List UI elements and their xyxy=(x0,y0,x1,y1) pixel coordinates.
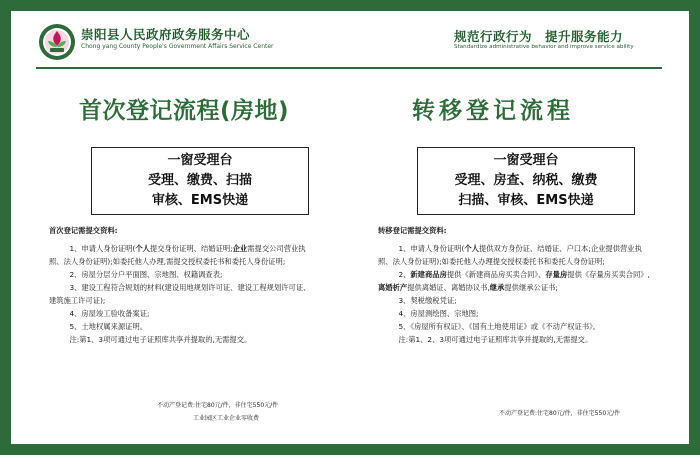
materials-item xyxy=(378,294,654,307)
first-registration-materials xyxy=(49,224,315,346)
materials-item xyxy=(49,333,315,346)
item-text: 3、建设工程符合规划的材料(建设用地规划许可证、建设工程规划许可证、建筑施工许可证); xyxy=(49,283,311,305)
org-name-cn: 崇阳县人民政府政务服务中心 xyxy=(81,27,251,42)
materials-item xyxy=(378,268,654,294)
item-text: 提供《存量房买卖合同》, xyxy=(567,270,650,279)
box-line: 受理、房查、纳税、缴费 xyxy=(454,173,598,188)
fee-exemption-note: 工业园区工业企业零收费 xyxy=(193,415,260,422)
slogan-en: Standardize administrative behavior and improve service ability xyxy=(454,44,634,50)
item-text: 提供双方身份证、结婚证、户口本;企业提供营业执照、法人身份证明);如委托他人办理提交授权委托书和委托人身份证明; xyxy=(378,244,642,266)
item-text: 提供《新建商品房买卖合同》、 xyxy=(446,270,546,279)
materials-item xyxy=(49,320,315,333)
slogan-cn: 规范行政行为 提升服务能力 xyxy=(454,29,624,44)
item-text: 1、申请人身份证明( xyxy=(69,244,136,253)
materials-item xyxy=(49,307,315,320)
fee-note: 不动产登记费:住宅80元/件，非住宅550元/件 xyxy=(157,402,279,409)
org-name-en: Chong yang County People's Government Affairs Service Center xyxy=(81,43,274,50)
fee-note: 不动产登记费:住宅80元/件，非住宅550元/件 xyxy=(499,410,621,417)
emphasis-text: 继承 xyxy=(489,283,505,292)
materials-list xyxy=(49,242,315,346)
item-text: 注:第1、3项可通过电子证照库共享并提取的,无需提交。 xyxy=(69,335,252,344)
item-text: 2、房屋分层分户平面图、宗地图、权籍调查表; xyxy=(69,270,223,279)
materials-item xyxy=(378,307,654,320)
materials-heading: 转移登记需提交资料: xyxy=(378,226,447,235)
emphasis-text: 新建商品房 xyxy=(410,270,447,279)
item-text: 需提交公司营业执照、法人身份证明) xyxy=(49,244,306,266)
emphasis-text: 个人 xyxy=(464,244,479,253)
first-registration-title: 首次登记流程(房地) xyxy=(79,98,290,124)
materials-item xyxy=(49,268,315,281)
item-text: 提供继承公证书; xyxy=(504,283,558,292)
header-divider xyxy=(36,67,662,69)
item-text: 提供离婚证、离婚协议书, xyxy=(407,283,490,292)
materials-heading: 首次登记需提交资料: xyxy=(49,226,118,235)
materials-list xyxy=(378,242,654,346)
box-line: 一窗受理台 xyxy=(493,153,559,168)
item-text: 4、房屋测绘图、宗地图; xyxy=(398,309,479,318)
materials-item xyxy=(378,242,654,268)
emphasis-text: 离婚析产 xyxy=(378,283,408,292)
transfer-registration-title: 转移登记流程 xyxy=(412,98,574,124)
materials-item xyxy=(378,320,654,333)
box-line: 审核、EMS快递 xyxy=(151,193,249,208)
emphasis-text: 个人 xyxy=(135,244,150,253)
item-text: 4、房屋竣工验收备案证; xyxy=(69,309,150,318)
item-text: ;如委托他人办理,需提交授权委托书和委托人身份证明; xyxy=(110,257,286,266)
first-registration-window-box xyxy=(91,147,309,215)
item-text: 注:第1、2、3项可通过电子证照库共享并提取的,无需提交。 xyxy=(398,335,593,344)
box-line: 受理、缴费、扫描 xyxy=(147,173,252,188)
header xyxy=(0,0,678,56)
transfer-registration-materials xyxy=(378,224,654,346)
materials-item xyxy=(378,333,654,346)
item-text: 3、契税缴税凭证; xyxy=(398,296,457,305)
materials-item xyxy=(49,242,315,268)
emphasis-text: 企业 xyxy=(232,244,248,253)
item-text: 提交身份证明、结婚证明; xyxy=(149,244,233,253)
box-line: 一窗受理台 xyxy=(167,153,233,168)
item-text: 5、土地权属来源证明。 xyxy=(69,322,148,331)
item-text: 1、申请人身份证明( xyxy=(398,244,465,253)
emphasis-text: 存量房 xyxy=(545,270,568,279)
box-line: 扫描、审核、EMS快递 xyxy=(458,193,594,208)
item-text: 5、《房屋所有权证》、《国有土地使用证》或《不动产权证书》。 xyxy=(398,322,601,331)
transfer-registration-window-box xyxy=(417,147,635,215)
item-text: 2、 xyxy=(398,270,411,279)
materials-item xyxy=(49,281,315,307)
government-service-emblem-icon xyxy=(37,22,77,62)
